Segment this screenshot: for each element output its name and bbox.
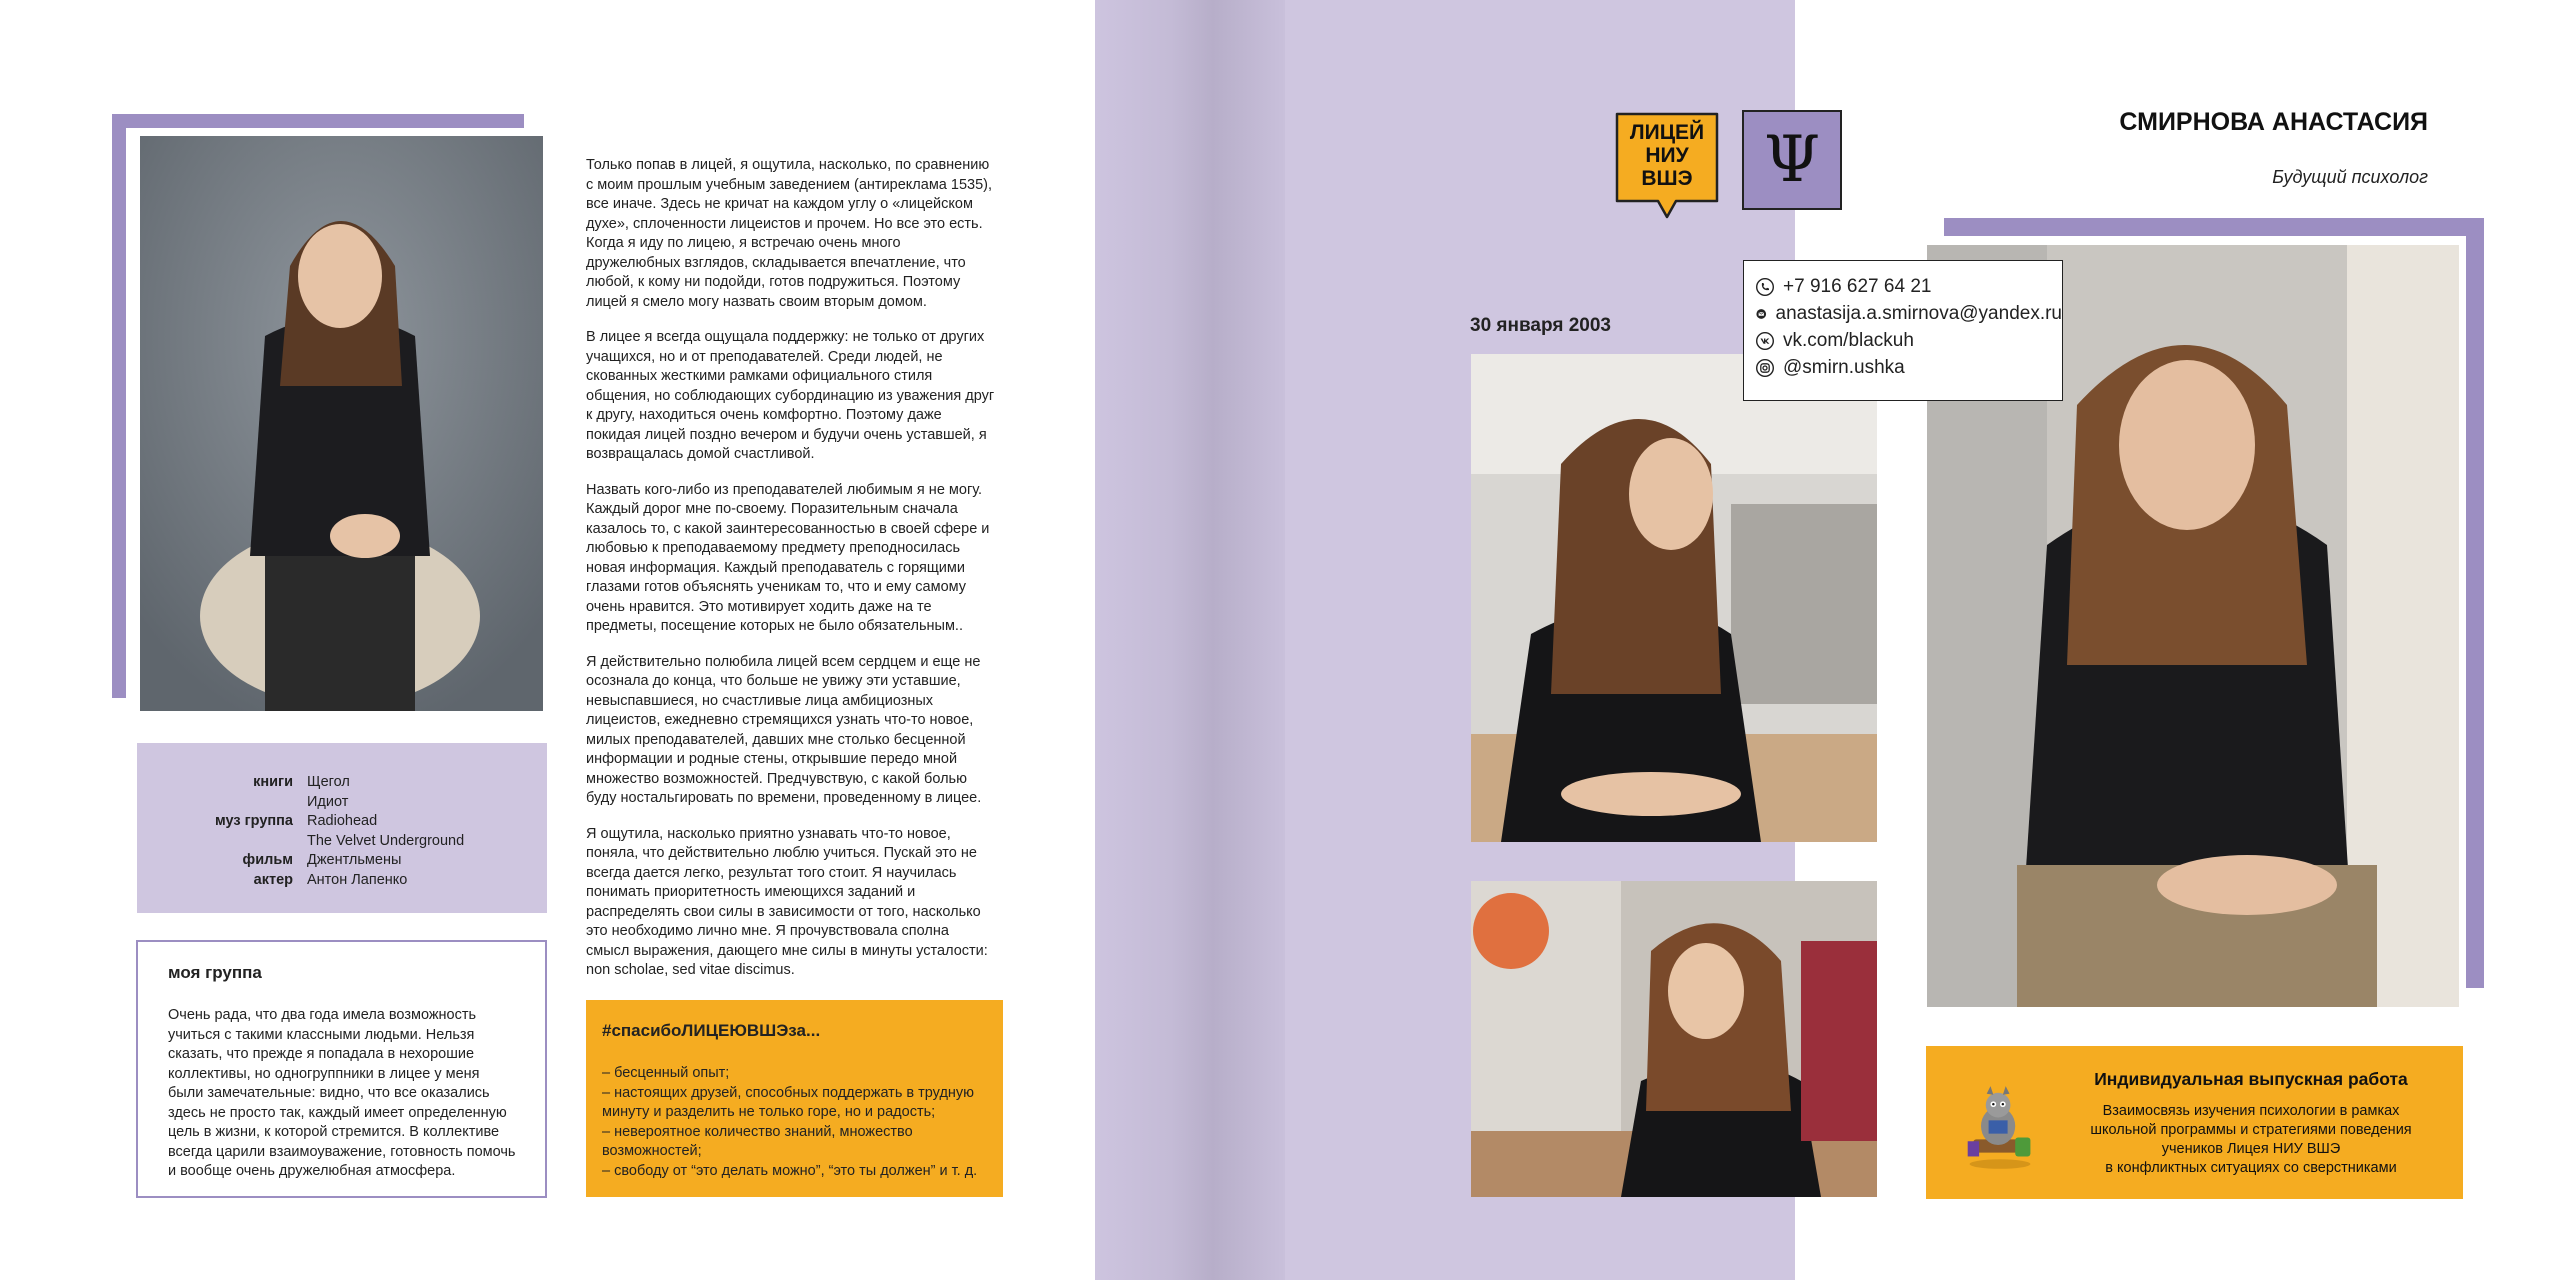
group-title: моя группа (168, 963, 262, 982)
vk-icon (1756, 332, 1774, 350)
favorite-label: фильм (242, 852, 293, 868)
mascot-icon (1962, 1084, 2038, 1170)
contact-phone-text: +7 916 627 64 21 (1783, 276, 1932, 297)
portrait-photo (140, 136, 543, 711)
essay-paragraph: Только попав в лицей, я ощутила, насколько, по сравнению с моим прошлым учебным заведением (антиреклама 1535), все иначе. Здесь не кричат на каждом углу о «лицейском духе», сплоченности лицеистов и прочем. Но все это есть. Когда я иду по лицею, я встречаю очень много дружелюбных взглядов, складывается впечатление, что любой, к кому ни подойди, готов подружиться. Поэтому лицей я смело могу назвать своим вторым домом. (586, 157, 993, 310)
class-photo-2 (1471, 881, 1877, 1197)
group-box (136, 940, 547, 1198)
favorite-row-actor (137, 871, 547, 891)
contact-email-text: anastasija.a.smirnova@yandex.ru (1775, 303, 2062, 324)
project-box (1926, 1046, 2463, 1199)
thanks-item: – бесценный опыт; (602, 1065, 730, 1081)
logo-line: НИУ (1645, 144, 1689, 167)
project-line: в конфликтных ситуациях со сверстниками (2105, 1160, 2397, 1176)
logo-line: ВШЭ (1641, 167, 1693, 190)
project-line: учеников Лицея НИУ ВШЭ (2161, 1141, 2341, 1157)
instagram-icon (1756, 359, 1774, 377)
thanks-title: #спасибоЛИЦЕЮВШЭза... (602, 1021, 821, 1040)
favorite-row-books (137, 773, 547, 812)
gutter-fold (1095, 0, 1285, 1280)
class-photo-1 (1471, 354, 1877, 842)
essay-paragraph: Назвать кого-либо из преподавателей любимым я не могу. Каждый дорог мне по-своему. Поразительным сначала казалось то, с какой заинтересованностью в своей сфере и любовью к преподаваемому предмету преподносилась новая информация. Каждый преподаватель с горящими глазами готов объяснять ученикам то, что и ему самому очень нравится. Это мотивирует ходить даже на те предметы, посещение которых не было обязательным.. (586, 481, 990, 634)
favorite-row-film (137, 851, 547, 871)
psi-icon: Ψ (1763, 123, 1821, 197)
project-title: Индивидуальная выпускная работа (2094, 1069, 2408, 1089)
thanks-item: – невероятное количество знаний, множество возможностей; (602, 1123, 913, 1159)
essay-column (586, 156, 996, 997)
favorite-label: муз группа (215, 813, 293, 829)
thanks-box (586, 1000, 1003, 1197)
birthdate: 30 января 2003 (1470, 315, 1611, 336)
favorite-value: Антон Лапенко (307, 871, 408, 888)
favorite-value: Radiohead (307, 813, 378, 829)
essay-paragraph: В лицее я всегда ощущала поддержку: не только от других учащихся, но и от преподавателей. Среди людей, не скованных жесткими рамками официального стиля общения, но соблюдающих субординацию из уважения друг к другу, находиться очень комфортно. Поэтому даже покидая лицей поздно вечером и будучи очень уставшей, я возвращалась домой счастливой. (586, 329, 995, 462)
contact-vk[interactable] (1756, 327, 2062, 354)
thanks-item: – свободу от “это делать можно”, “это ты должен” и т. д. (602, 1162, 978, 1179)
favorite-value: Щегол (307, 774, 350, 790)
favorite-value: Идиот (307, 793, 349, 810)
contact-instagram-text: @smirn.ushka (1783, 357, 1905, 378)
project-line: школьной программы и стратегиями поведения (2090, 1122, 2412, 1138)
favorites-box (137, 743, 547, 913)
favorite-value: Джентльмены (307, 852, 402, 868)
project-line: Взаимосвязь изучения психологии в рамках (2102, 1103, 2400, 1119)
contact-email[interactable] (1756, 300, 2062, 327)
favorite-label: книги (253, 774, 293, 790)
favorite-label: актер (253, 871, 293, 888)
group-text: Очень рада, что два года имела возможность учиться с такими классными людьми. Нельзя сказать, что прежде я попадала в нехорошие коллективы, но одногруппники в лицее у меня были замечательные: видно, что все оказались здесь не просто так, каждый имеет определенную цель в жизни, к которой стремится. В коллективе всегда царили взаимоуважение, готовность помочь и вообще очень дружелюбная атмосфера. (168, 1007, 516, 1179)
contact-vk-text: vk.com/blackuh (1783, 330, 1914, 351)
essay-paragraph: Я ощутила, насколько приятно узнавать что-то новое, поняла, что действительно люблю учиться. Пускай это не всегда дается легко, результат того стоит. Я научилась понимать приоритетность имеющихся заданий и распределять свои силы в зависимости от того, насколько это необходимо лично мне. Я прочувствовала сполна смысл выражения, дающего мне силы в минуты усталости: non scholae, sed vitae discimus. (586, 825, 988, 978)
contact-phone[interactable] (1756, 273, 2062, 300)
contact-instagram[interactable] (1756, 354, 2062, 381)
psi-box (1742, 110, 1842, 210)
contacts-card (1743, 260, 2063, 401)
thanks-item: – настоящих друзей, способных поддержать в трудную минуту и разделить не только горе, но и радость; (602, 1084, 975, 1120)
student-subtitle: Будущий психолог (2272, 167, 2428, 187)
lyceum-logo (1614, 111, 1720, 219)
student-name: СМИРНОВА АНАСТАСИЯ (2119, 108, 2428, 136)
logo-line: ЛИЦЕЙ (1629, 121, 1705, 144)
favorite-value: The Velvet Underground (307, 832, 465, 849)
essay-paragraph: Я действительно полюбила лицей всем сердцем и еще не осознала до конца, что больше не увижу эти уставшие, невыспавшиеся, но счастливые лица амбициозных лицеистов, ежедневно стремящихся узнать что-то новое, милых преподавателей, давших мне столько бесценной информации и родные стены, открывшие передо мной множество возможностей. Предчувствую, с какой болью буду ностальгировать по времени, проведенному в лицее. (586, 653, 982, 806)
phone-icon (1756, 278, 1774, 296)
mail-icon (1756, 305, 1767, 323)
favorite-row-music (137, 812, 547, 851)
